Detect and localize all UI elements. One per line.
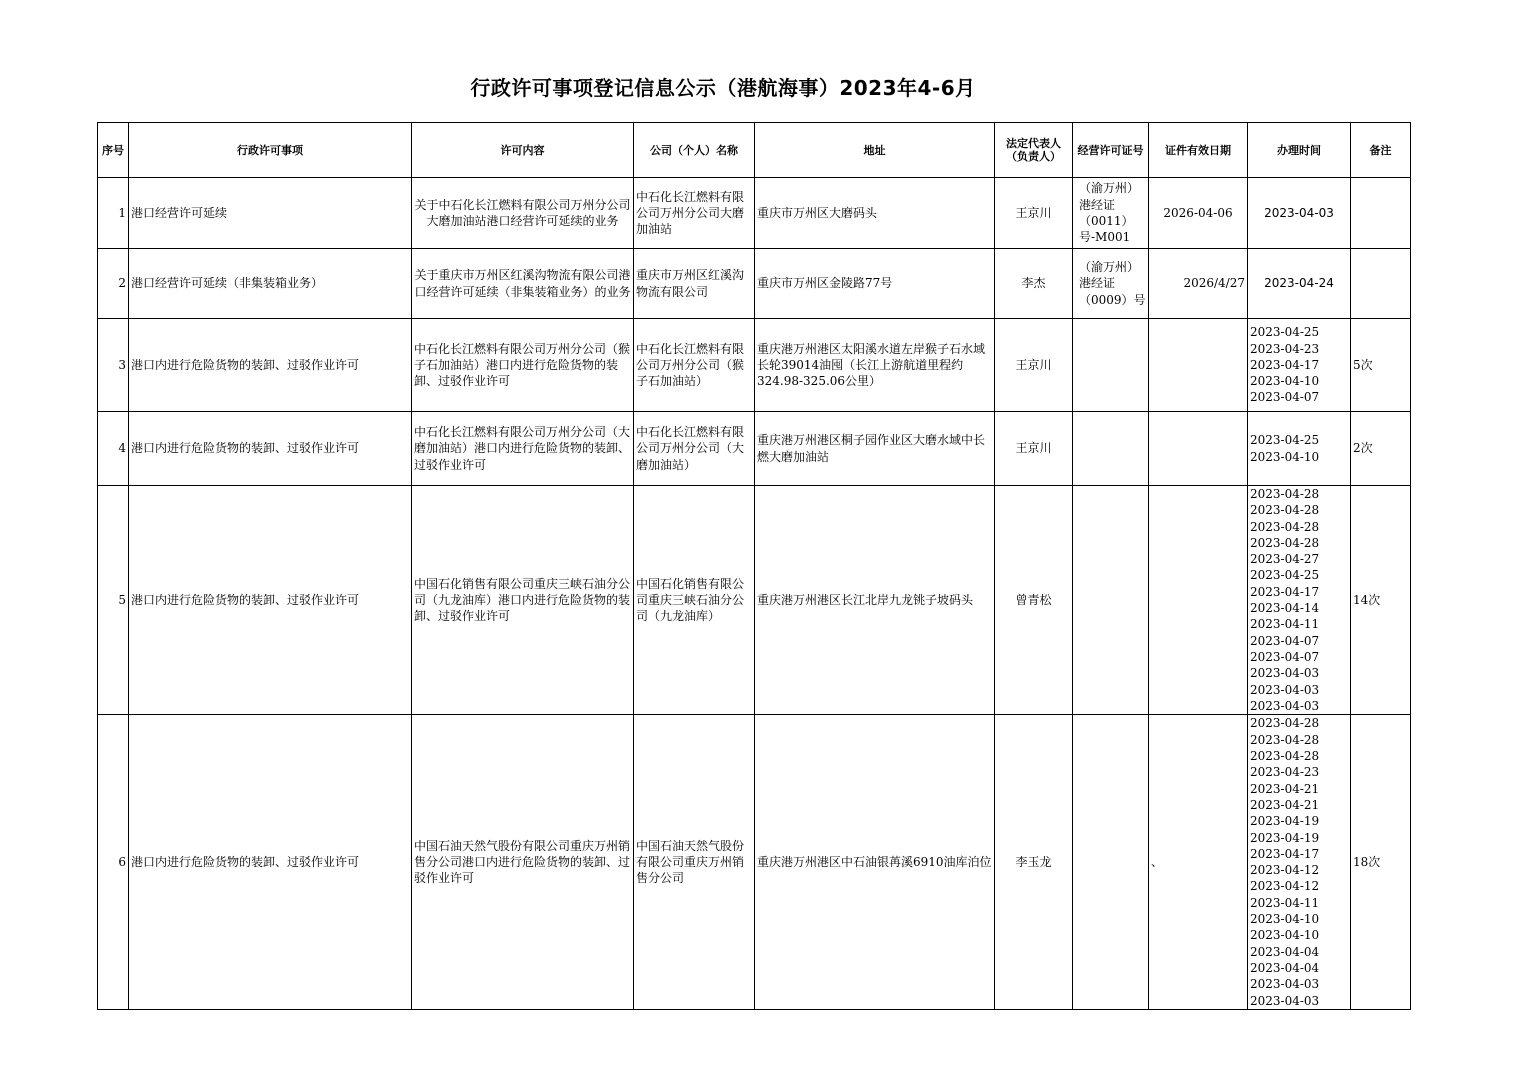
row-note: 18次	[1351, 715, 1411, 1010]
time-entry: 2023-04-10	[1250, 928, 1320, 943]
row-address: 重庆港万州港区中石油银苒溪6910油库泊位	[755, 715, 995, 1010]
row-rep: 王京川	[995, 178, 1073, 249]
row-index: 1	[98, 178, 129, 249]
row-rep: 王京川	[995, 412, 1073, 486]
table-row	[98, 412, 1411, 486]
row-item: 港口内进行危险货物的装卸、过驳作业许可	[129, 715, 412, 1010]
row-content: 中石化长江燃料有限公司万州分公司（猴子石加油站）港口内进行危险货物的装卸、过驳作业许可	[412, 319, 634, 412]
time-entry: 2023-04-11	[1250, 617, 1320, 632]
row-rep: 李杰	[995, 249, 1073, 319]
time-entry: 2023-04-25	[1250, 325, 1320, 340]
row-rep: 王京川	[995, 319, 1073, 412]
table-row	[98, 178, 1411, 249]
row-license	[1073, 412, 1149, 486]
row-time: 2023-04-03	[1248, 178, 1351, 249]
row-index: 3	[98, 319, 129, 412]
time-entry: 2023-04-28	[1250, 487, 1320, 501]
row-address: 重庆市万州区大磨码头	[755, 178, 995, 249]
header-content: 许可内容	[412, 123, 634, 178]
row-content: 关于重庆市万州区红溪沟物流有限公司港口经营许可延续（非集装箱业务）的业务	[412, 249, 634, 319]
row-company: 中石化长江燃料有限公司万州分公司（猴子石加油站）	[634, 319, 755, 412]
row-license	[1073, 319, 1149, 412]
row-content: 中石化长江燃料有限公司万州分公司（大磨加油站）港口内进行危险货物的装卸、过驳作业许可	[412, 412, 634, 486]
row-note: 14次	[1351, 486, 1411, 715]
row-company: 中石化长江燃料有限公司万州分公司大磨加油站	[634, 178, 755, 249]
row-time-list	[1248, 486, 1351, 715]
row-license: （渝万州）港经证（0011）号-M001	[1073, 178, 1149, 249]
row-company: 中国石化销售有限公司重庆三峡石油分公司（九龙油库）	[634, 486, 755, 715]
row-company: 重庆市万州区红溪沟物流有限公司	[634, 249, 755, 319]
row-note	[1351, 249, 1411, 319]
row-rep: 曾青松	[995, 486, 1073, 715]
time-entry: 2023-04-03	[1250, 977, 1320, 992]
table-row	[98, 319, 1411, 412]
time-entry: 2023-04-04	[1250, 944, 1320, 959]
time-entry: 2023-04-23	[1250, 765, 1320, 780]
table-row	[98, 249, 1411, 319]
header-index: 序号	[98, 123, 129, 178]
row-item: 港口内进行危险货物的装卸、过驳作业许可	[129, 486, 412, 715]
time-entry: 2023-04-28	[1250, 519, 1320, 534]
header-note: 备注	[1351, 123, 1411, 178]
time-entry: 2023-04-03	[1250, 666, 1320, 681]
time-entry: 2023-04-17	[1250, 846, 1320, 861]
row-item: 港口内进行危险货物的装卸、过驳作业许可	[129, 319, 412, 412]
time-entry: 2023-04-11	[1250, 895, 1320, 910]
time-entry: 2023-04-25	[1250, 568, 1320, 583]
row-note	[1351, 178, 1411, 249]
header-valid: 证件有效日期	[1149, 123, 1248, 178]
row-valid	[1149, 486, 1248, 715]
row-address: 重庆市万州区金陵路77号	[755, 249, 995, 319]
header-company: 公司（个人）名称	[634, 123, 755, 178]
time-entry: 2023-04-23	[1250, 341, 1320, 356]
time-entry: 2023-04-04	[1250, 960, 1320, 975]
row-content: 关于中石化长江燃料有限公司万州分公司大磨加油站港口经营许可延续的业务	[412, 178, 634, 249]
row-license	[1073, 486, 1149, 715]
row-item: 港口经营许可延续	[129, 178, 412, 249]
time-entry: 2023-04-28	[1250, 749, 1320, 764]
time-entry: 2023-04-17	[1250, 584, 1320, 599]
row-license	[1073, 715, 1149, 1010]
time-entry: 2023-04-21	[1250, 797, 1320, 812]
table-header-row	[98, 123, 1411, 178]
row-time-list	[1248, 319, 1351, 412]
time-entry: 2023-04-12	[1250, 879, 1320, 894]
time-entry: 2023-04-28	[1250, 535, 1320, 550]
time-entry: 2023-04-07	[1250, 633, 1320, 648]
row-valid	[1149, 412, 1248, 486]
table-row	[98, 715, 1411, 1010]
row-index: 5	[98, 486, 129, 715]
row-index: 2	[98, 249, 129, 319]
time-entry: 2023-04-25	[1250, 433, 1320, 448]
row-address: 重庆港万州港区太阳溪水道左岸猴子石水域长轮39014油囤（长江上游航道里程约324.98-325.06公里）	[755, 319, 995, 412]
time-entry: 2023-04-03	[1250, 698, 1320, 713]
time-entry: 2023-04-19	[1250, 830, 1320, 845]
row-content: 中国石油天然气股份有限公司重庆万州销售分公司港口内进行危险货物的装卸、过驳作业许可	[412, 715, 634, 1010]
time-entry: 2023-04-17	[1250, 357, 1320, 372]
row-index: 6	[98, 715, 129, 1010]
row-note: 5次	[1351, 319, 1411, 412]
table-row	[98, 486, 1411, 715]
row-item: 港口经营许可延续（非集装箱业务）	[129, 249, 412, 319]
header-rep: 法定代表人（负责人）	[995, 123, 1073, 178]
row-company: 中国石油天然气股份有限公司重庆万州销售分公司	[634, 715, 755, 1010]
row-item: 港口内进行危险货物的装卸、过驳作业许可	[129, 412, 412, 486]
row-index: 4	[98, 412, 129, 486]
row-valid: 、	[1149, 715, 1248, 1010]
row-note: 2次	[1351, 412, 1411, 486]
time-entry: 2023-04-03	[1250, 682, 1320, 697]
header-item: 行政许可事项	[129, 123, 412, 178]
row-company: 中石化长江燃料有限公司万州分公司（大磨加油站）	[634, 412, 755, 486]
row-valid: 2026/4/27	[1149, 249, 1248, 319]
time-entry: 2023-04-21	[1250, 781, 1320, 796]
row-time-list	[1248, 715, 1351, 1010]
row-license: （渝万州）港经证（0009）号	[1073, 249, 1149, 319]
time-entry: 2023-04-28	[1250, 716, 1320, 731]
header-time: 办理时间	[1248, 123, 1351, 178]
time-entry: 2023-04-07	[1250, 390, 1320, 405]
row-address: 重庆港万州港区长江北岸九龙铫子坡码头	[755, 486, 995, 715]
registry-table	[97, 122, 1411, 1010]
row-valid	[1149, 319, 1248, 412]
time-entry: 2023-04-10	[1250, 374, 1320, 389]
time-entry: 2023-04-19	[1250, 814, 1320, 829]
header-address: 地址	[755, 123, 995, 178]
header-license: 经营许可证号	[1073, 123, 1149, 178]
row-address: 重庆港万州港区桐子园作业区大磨水域中长燃大磨加油站	[755, 412, 995, 486]
time-entry: 2023-04-28	[1250, 503, 1320, 518]
time-entry: 2023-04-28	[1250, 732, 1320, 747]
row-valid: 2026-04-06	[1149, 178, 1248, 249]
time-entry: 2023-04-14	[1250, 601, 1320, 616]
time-entry: 2023-04-27	[1250, 552, 1320, 567]
row-rep: 李玉龙	[995, 715, 1073, 1010]
time-entry: 2023-04-10	[1250, 912, 1320, 927]
row-content: 中国石化销售有限公司重庆三峡石油分公司（九龙油库）港口内进行危险货物的装卸、过驳作业许可	[412, 486, 634, 715]
row-time: 2023-04-24	[1248, 249, 1351, 319]
time-entry: 2023-04-07	[1250, 649, 1320, 664]
row-time-list	[1248, 412, 1351, 486]
time-entry: 2023-04-10	[1250, 449, 1320, 464]
time-entry: 2023-04-12	[1250, 863, 1320, 878]
time-entry: 2023-04-03	[1250, 993, 1320, 1008]
page-title: 行政许可事项登记信息公示（港航海事）2023年4-6月	[470, 76, 976, 100]
